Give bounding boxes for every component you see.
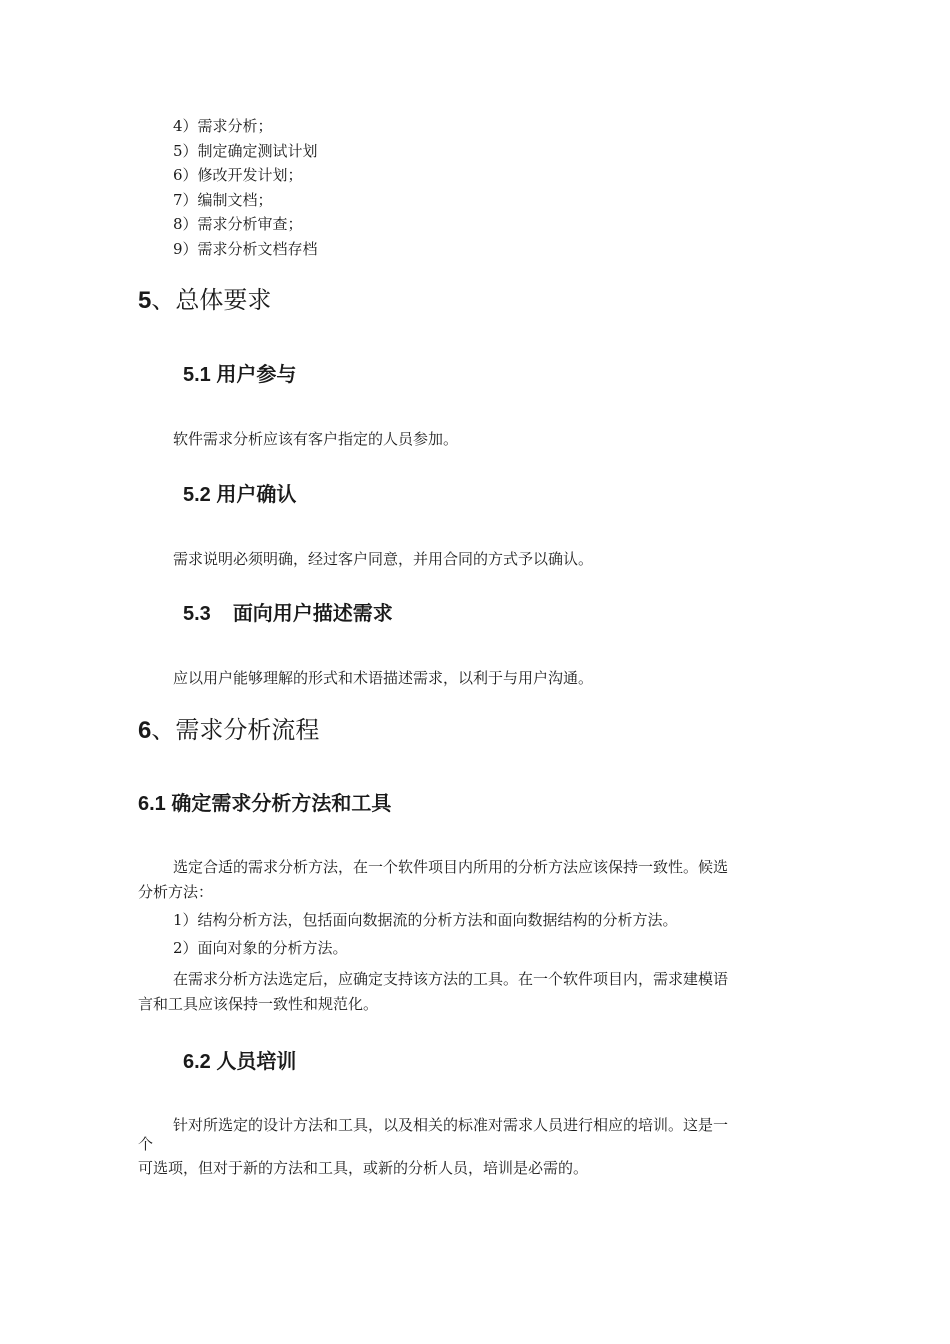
list-item: 8）需求分析审查； [173, 215, 303, 233]
section-title: 、总体要求 [151, 286, 272, 314]
paragraph-line: 针对所选定的设计方法和工具，以及相关的标准对需求人员进行相应的培训。这是一 [173, 1116, 729, 1134]
list-item: 1）结构分析方法，包括面向数据流的分析方法和面向数据结构的分析方法。 [173, 911, 678, 929]
subsection-heading-6-2: 6.2 人员培训 [183, 1051, 297, 1073]
subsection-number: 5.3 [183, 603, 211, 625]
paragraph-line: 言和工具应该保持一致性和规范化。 [138, 995, 379, 1013]
list-item: 9）需求分析文档存档 [173, 240, 318, 258]
section-heading-5 [138, 285, 271, 316]
list-item: 4）需求分析； [173, 117, 273, 135]
section-number: 6 [138, 717, 152, 744]
subsection-heading-6-1: 6.1 确定需求分析方法和工具 [138, 793, 392, 815]
subsection-heading-5-2: 5.2 用户确认 [183, 484, 297, 506]
subsection-heading-5-3 [183, 601, 393, 627]
paragraph: 需求说明必须明确，经过客户同意，并用合同的方式予以确认。 [173, 550, 594, 568]
subsection-title: 面向用户描述需求 [232, 603, 393, 625]
list-item: 2）面向对象的分析方法。 [173, 939, 348, 957]
subsection-heading-5-1: 5.1 用户参与 [183, 364, 297, 386]
section-heading-6 [138, 715, 319, 746]
list-item: 7）编制文档； [173, 191, 273, 209]
list-item: 5）制定确定测试计划 [173, 142, 318, 160]
paragraph: 软件需求分析应该有客户指定的人员参加。 [173, 430, 459, 448]
paragraph-line: 分析方法： [138, 883, 214, 901]
list-item: 6）修改开发计划； [173, 166, 303, 184]
paragraph-line: 可选项，但对于新的方法和工具，或新的分析人员，培训是必需的。 [138, 1159, 589, 1177]
section-number: 5 [138, 287, 152, 314]
section-title: 、需求分析流程 [151, 716, 320, 744]
paragraph-line: 个 [138, 1135, 154, 1153]
paragraph-line: 选定合适的需求分析方法，在一个软件项目内所用的分析方法应该保持一致性。候选 [173, 858, 729, 876]
paragraph: 应以用户能够理解的形式和术语描述需求，以利于与用户沟通。 [173, 669, 594, 687]
paragraph-line: 在需求分析方法选定后，应确定支持该方法的工具。在一个软件项目内，需求建模语 [173, 970, 729, 988]
